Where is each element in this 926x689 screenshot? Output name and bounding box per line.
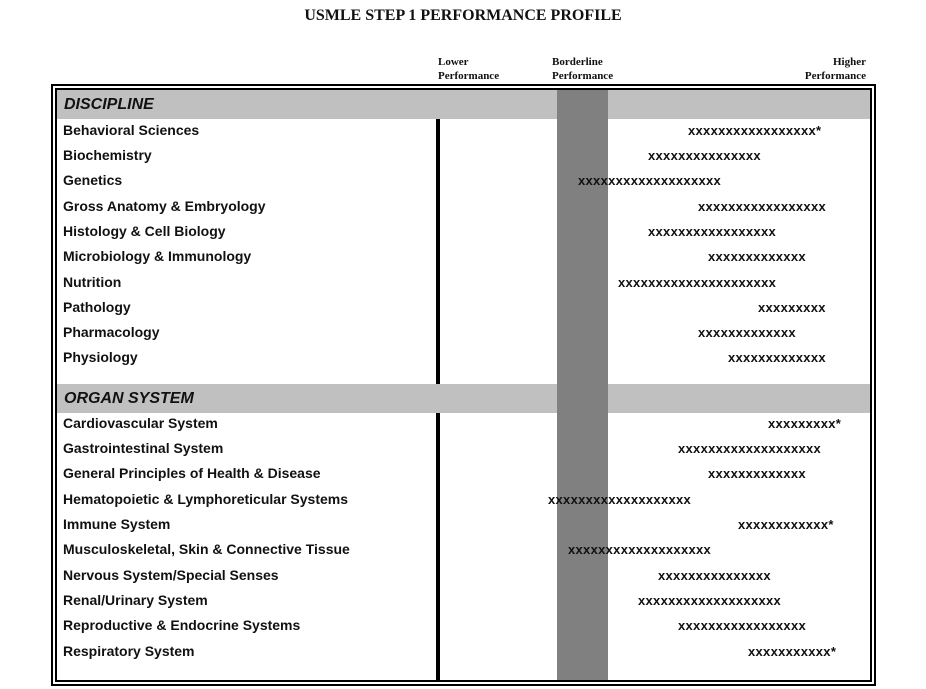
- performance-marks: xxxxxxxxxxxxxxxxxxx: [578, 173, 722, 188]
- row-label: Biochemistry: [63, 147, 152, 163]
- performance-marks: xxxxxxxxxxxxx: [728, 350, 826, 365]
- row-label: Gastrointestinal System: [63, 440, 224, 456]
- row-label: Behavioral Sciences: [63, 122, 200, 138]
- page-title: USMLE STEP 1 PERFORMANCE PROFILE: [304, 7, 622, 24]
- performance-marks: xxxxxxxxxxxxxxx: [658, 568, 771, 583]
- row-label: Cardiovascular System: [63, 415, 218, 431]
- performance-marks: xxxxxxxxxxxx*: [738, 517, 834, 532]
- section-heading-organ-system: ORGAN SYSTEM: [64, 390, 194, 407]
- performance-marks: xxxxxxxxxxxxx: [698, 325, 796, 340]
- row-label: Genetics: [63, 172, 123, 188]
- scale-header-borderline: [552, 55, 613, 83]
- scale-header-higher-line2: Performance: [804, 70, 866, 82]
- performance-marks: xxxxxxxxxxxxxxxxxxxxx: [618, 275, 777, 290]
- scale-header-lower-line2: Performance: [438, 70, 500, 82]
- performance-marks: xxxxxxxxxxxxxxxxxxx: [568, 542, 712, 557]
- row-label: Respiratory System: [63, 643, 195, 659]
- performance-marks: xxxxxxxxxxxxx: [708, 249, 806, 264]
- scale-header-higher-line1: Higher: [833, 56, 866, 68]
- row-label: Reproductive & Endocrine Systems: [63, 617, 301, 633]
- performance-marks: xxxxxxxxxxxxxxxxx*: [688, 123, 822, 138]
- performance-marks: xxxxxxxxxxxxxxxxx: [698, 199, 827, 214]
- row-label: Physiology: [63, 349, 138, 365]
- performance-marks: xxxxxxxxx: [758, 300, 826, 315]
- scale-header-lower: [438, 55, 499, 83]
- section-band-discipline: [57, 90, 870, 119]
- scale-header-higher: [805, 55, 866, 83]
- row-label: Musculoskeletal, Skin & Connective Tissue: [63, 541, 350, 557]
- row-label: Renal/Urinary System: [63, 592, 208, 608]
- divider-line-discipline: [436, 119, 440, 384]
- performance-marks: xxxxxxxxxxxxx: [708, 466, 806, 481]
- section-heading-discipline: DISCIPLINE: [64, 96, 154, 113]
- scale-header-borderline-line1: Borderline: [552, 56, 603, 68]
- scale-header-lower-line1: Lower: [438, 56, 469, 68]
- row-label: Microbiology & Immunology: [63, 248, 252, 264]
- row-label: General Principles of Health & Disease: [63, 465, 321, 481]
- scale-header-borderline-line2: Performance: [552, 70, 614, 82]
- row-label: Hematopoietic & Lymphoreticular Systems: [63, 491, 349, 507]
- row-label: Pharmacology: [63, 324, 160, 340]
- row-label: Gross Anatomy & Embryology: [63, 198, 266, 214]
- row-label: Nervous System/Special Senses: [63, 567, 279, 583]
- row-label: Histology & Cell Biology: [63, 223, 226, 239]
- performance-marks: xxxxxxxxxxxxxxxxxxx: [678, 441, 822, 456]
- performance-marks: xxxxxxxxxxxxxxxxxxx: [638, 593, 782, 608]
- row-label: Pathology: [63, 299, 131, 315]
- row-label: Immune System: [63, 516, 171, 532]
- performance-marks: xxxxxxxxxxxxxxxxx: [678, 618, 807, 633]
- divider-line-organ-system: [436, 413, 440, 680]
- performance-marks: xxxxxxxxx*: [768, 416, 842, 431]
- performance-marks: xxxxxxxxxxx*: [748, 644, 837, 659]
- row-label: Nutrition: [63, 274, 122, 290]
- performance-marks: xxxxxxxxxxxxxxx: [648, 148, 761, 163]
- performance-marks: xxxxxxxxxxxxxxxxxxx: [548, 492, 692, 507]
- performance-marks: xxxxxxxxxxxxxxxxx: [648, 224, 777, 239]
